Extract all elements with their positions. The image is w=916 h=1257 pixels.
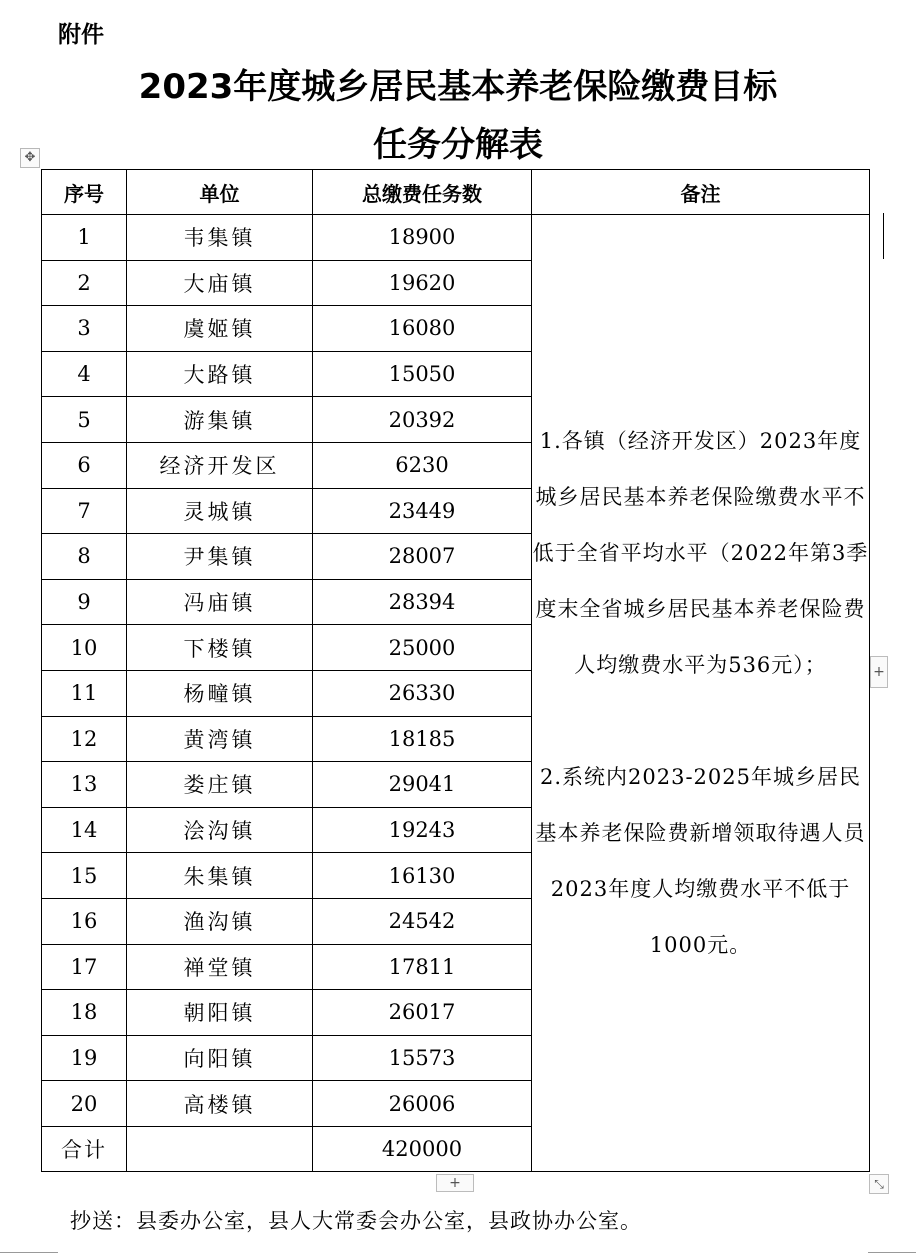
cell-total: 25000 xyxy=(313,625,532,671)
cell-unit: 灵城镇 xyxy=(127,488,313,534)
cell-seq: 19 xyxy=(42,1035,127,1081)
cell-unit: 禅堂镇 xyxy=(127,944,313,990)
cell-unit: 大路镇 xyxy=(127,351,313,397)
cell-total: 15573 xyxy=(313,1035,532,1081)
cell-total: 16080 xyxy=(313,306,532,352)
cell-unit: 大庙镇 xyxy=(127,260,313,306)
cell-unit: 渔沟镇 xyxy=(127,898,313,944)
cell-seq: 6 xyxy=(42,442,127,488)
cell-seq: 5 xyxy=(42,397,127,443)
cell-total: 29041 xyxy=(313,762,532,808)
cell-seq: 9 xyxy=(42,579,127,625)
cell-seq: 16 xyxy=(42,898,127,944)
cell-total: 26006 xyxy=(313,1081,532,1127)
cell-seq: 8 xyxy=(42,534,127,580)
cell-unit: 尹集镇 xyxy=(127,534,313,580)
page-edge-left xyxy=(0,1252,58,1253)
cell-seq: 12 xyxy=(42,716,127,762)
cell-unit: 虞姬镇 xyxy=(127,306,313,352)
cell-unit: 朱集镇 xyxy=(127,853,313,899)
cell-seq: 18 xyxy=(42,990,127,1036)
page-edge-right xyxy=(868,1252,916,1253)
remark-2: 2.系统内2023-2025年城乡居民基本养老保险费新增领取待遇人员2023年度人均缴费水平不低于1000元。 xyxy=(535,765,866,958)
cc-line: 抄送：县委办公室，县人大常委会办公室，县政协办公室。 xyxy=(70,1209,642,1233)
cell-total: 19243 xyxy=(313,807,532,853)
header-seq: 序号 xyxy=(42,170,127,215)
cell-total: 28394 xyxy=(313,579,532,625)
task-breakdown-table xyxy=(41,169,870,1172)
cell-unit: 娄庄镇 xyxy=(127,762,313,808)
table-row xyxy=(42,215,870,261)
remark-cell xyxy=(532,215,870,1172)
cell-total: 6230 xyxy=(313,442,532,488)
text-cursor xyxy=(883,213,884,259)
cell-seq: 17 xyxy=(42,944,127,990)
total-value: 420000 xyxy=(313,1126,532,1172)
cell-total: 26330 xyxy=(313,670,532,716)
cell-seq: 14 xyxy=(42,807,127,853)
cell-unit: 向阳镇 xyxy=(127,1035,313,1081)
cell-unit: 浍沟镇 xyxy=(127,807,313,853)
cell-total: 23449 xyxy=(313,488,532,534)
header-remark: 备注 xyxy=(532,170,870,215)
cell-total: 28007 xyxy=(313,534,532,580)
cell-unit: 韦集镇 xyxy=(127,215,313,261)
cell-seq: 4 xyxy=(42,351,127,397)
document-title-line-2: 任务分解表 xyxy=(373,125,543,165)
cell-total: 24542 xyxy=(313,898,532,944)
cell-unit: 下楼镇 xyxy=(127,625,313,671)
cell-total: 26017 xyxy=(313,990,532,1036)
cell-seq: 11 xyxy=(42,670,127,716)
cell-seq: 13 xyxy=(42,762,127,808)
cell-unit: 高楼镇 xyxy=(127,1081,313,1127)
table-move-icon[interactable]: ✥ xyxy=(20,148,40,168)
total-unit xyxy=(127,1126,313,1172)
cell-unit: 黄湾镇 xyxy=(127,716,313,762)
header-unit: 单位 xyxy=(127,170,313,215)
document-title-line-1: 2023年度城乡居民基本养老保险缴费目标 xyxy=(138,67,778,107)
add-row-plus-icon[interactable]: + xyxy=(436,1174,474,1192)
cell-seq: 2 xyxy=(42,260,127,306)
header-total: 总缴费任务数 xyxy=(313,170,532,215)
cell-unit: 杨疃镇 xyxy=(127,670,313,716)
cell-seq: 15 xyxy=(42,853,127,899)
cell-total: 19620 xyxy=(313,260,532,306)
cell-seq: 3 xyxy=(42,306,127,352)
add-column-plus-icon[interactable]: + xyxy=(870,656,888,688)
attachment-label: 附件 xyxy=(58,22,104,48)
cell-unit: 经济开发区 xyxy=(127,442,313,488)
cell-total: 20392 xyxy=(313,397,532,443)
cell-total: 18900 xyxy=(313,215,532,261)
cell-total: 15050 xyxy=(313,351,532,397)
cell-seq: 1 xyxy=(42,215,127,261)
table-header-row xyxy=(42,170,870,215)
table-resize-icon[interactable]: ⤡ xyxy=(869,1174,889,1194)
cell-total: 16130 xyxy=(313,853,532,899)
cell-total: 17811 xyxy=(313,944,532,990)
cell-seq: 20 xyxy=(42,1081,127,1127)
cell-unit: 游集镇 xyxy=(127,397,313,443)
remark-1: 1.各镇（经济开发区）2023年度城乡居民基本养老保险缴费水平不低于全省平均水平（2022年第3季度末全省城乡居民基本养老保险费人均缴费水平为536元）； xyxy=(532,429,869,678)
total-label: 合计 xyxy=(42,1126,127,1172)
cell-unit: 朝阳镇 xyxy=(127,990,313,1036)
cell-seq: 7 xyxy=(42,488,127,534)
cell-total: 18185 xyxy=(313,716,532,762)
cell-unit: 冯庙镇 xyxy=(127,579,313,625)
cell-seq: 10 xyxy=(42,625,127,671)
